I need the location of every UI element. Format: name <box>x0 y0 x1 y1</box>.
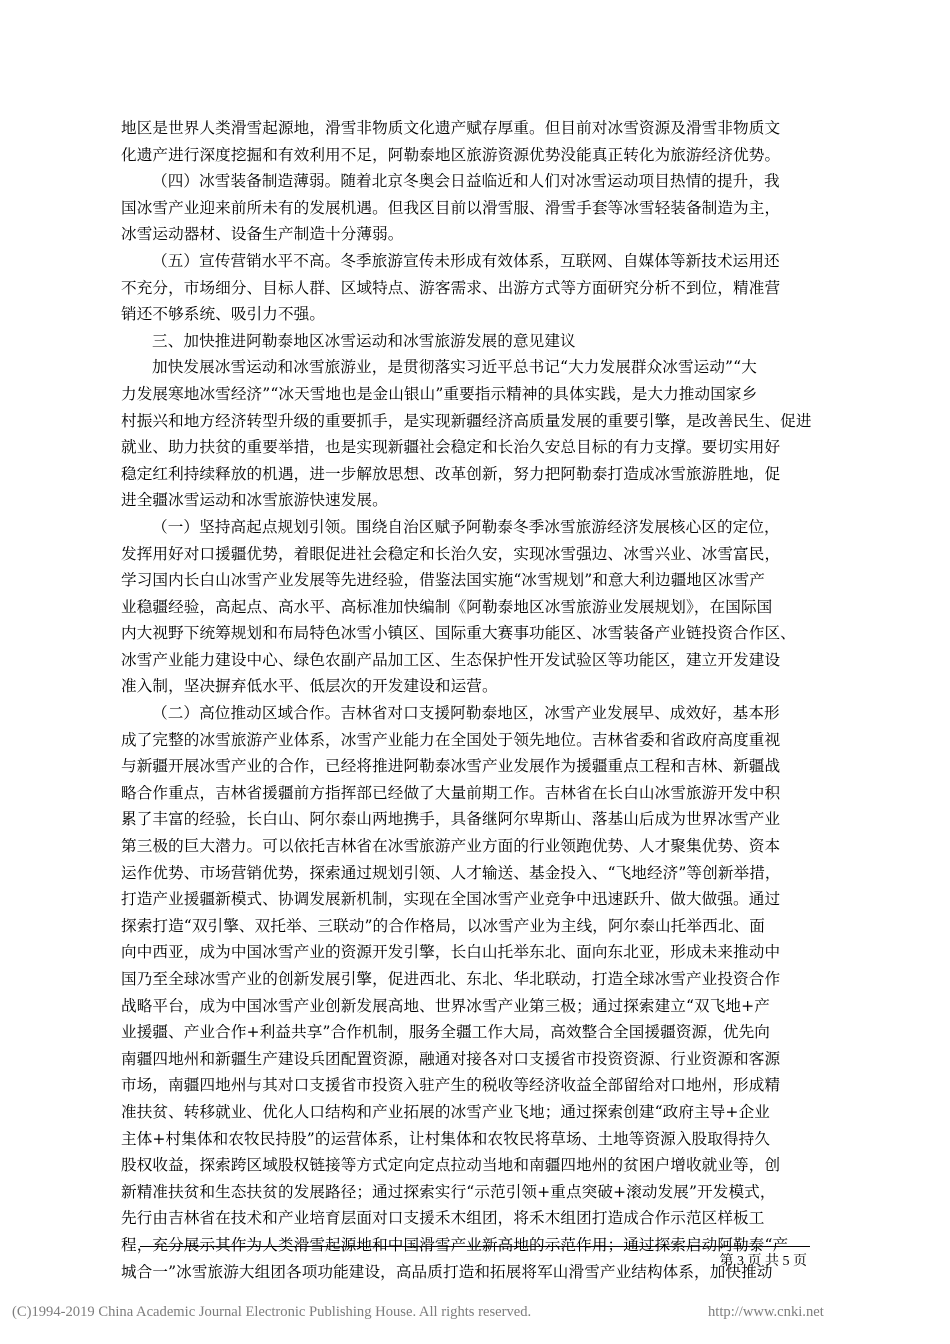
text-line: 与新疆开展冰雪产业的合作，已经将推进阿勒泰冰雪产业发展作为援疆重点工程和吉林、新疆战 <box>121 757 781 776</box>
text-line: 化遗产进行深度挖掘和有效利用不足，阿勒泰地区旅游资源优势没能真正转化为旅游经济优势。 <box>121 145 781 164</box>
website-link[interactable]: http://www.cnki.net <box>708 1304 824 1320</box>
text-line: 略合作重点，吉林省援疆前方指挥部已经做了大量前期工作。吉林省在长白山冰雪旅游开发中积 <box>121 783 781 802</box>
copyright-notice <box>12 1302 824 1322</box>
text-line: 冰雪运动器材、设备生产制造十分薄弱。 <box>121 225 404 244</box>
text-line: 战略平台，成为中国冰雪产业创新发展高地、世界冰雪产业第三极；通过探索建立“双飞地+产 <box>121 996 770 1015</box>
text-line: 三、加快推进阿勒泰地区冰雪运动和冰雪旅游发展的意见建议 <box>152 331 576 350</box>
text-line: 探索打造“双引擎、双托举、三联动”的合作格局，以冰雪产业为主线，阿尔泰山托举西北、面 <box>121 916 765 935</box>
text-line: （二）高位推动区域合作。吉林省对口支援阿勒泰地区，冰雪产业发展早、成效好，基本形 <box>152 704 780 723</box>
text-line: 程，充分展示其作为人类滑雪起源地和中国滑雪产业新高地的示范作用；通过探索启动阿勒泰“产 <box>121 1235 789 1254</box>
text-line: 运作优势、市场营销优势，探索通过规划引领、人才输送、基金投入、“飞地经济”等创新举措， <box>121 863 781 882</box>
text-line: 力发展寒地冰雪经济”“冰天雪地也是金山银山”重要指示精神的具体实践，是大力推动国家乡 <box>121 384 758 403</box>
text-line: 打造产业援疆新模式、协调发展新机制，实现在全国冰雪产业竞争中迅速跃升、做大做强。通过 <box>121 890 781 909</box>
text-line: 主体+村集体和农牧民持股”的运营体系，让村集体和农牧民将草场、土地等资源入股取得持久 <box>121 1129 770 1148</box>
text-line: 南疆四地州和新疆生产建设兵团配置资源，融通对接各对口支援省市投资资源、行业资源和客源 <box>121 1049 781 1068</box>
text-line: 不充分，市场细分、目标人群、区域特点、游客需求、出游方式等方面研究分析不到位，精准营 <box>121 278 781 297</box>
text-line: 稳定红利持续释放的机遇，进一步解放思想、改革创新，努力把阿勒泰打造成冰雪旅游胜地，促 <box>121 464 781 483</box>
text-line: （五）宣传营销水平不高。冬季旅游宣传未形成有效体系，互联网、自媒体等新技术运用还 <box>152 251 780 270</box>
text-line: 国乃至全球冰雪产业的创新发展引擎，促进西北、东北、华北联动，打造全球冰雪产业投资合作 <box>121 970 781 988</box>
text-line: 就业、助力扶贫的重要举措，也是实现新疆社会稳定和长治久安总目标的有力支撑。要切实用好 <box>121 438 781 457</box>
text-line: 业稳疆经验，高起点、高水平、高标准加快编制《阿勒泰地区冰雪旅游业发展规划》，在国际国 <box>121 597 773 616</box>
text-line: 市场，南疆四地州与其对口支援省市投资入驻产生的税收等经济收益全部留给对口地州，形成精 <box>121 1076 781 1095</box>
text-line: 发挥用好对口援疆优势，着眼促进社会稳定和长治久安，实现冰雪强边、冰雪兴业、冰雪富民， <box>121 544 781 563</box>
text-line: 新精准扶贫和生态扶贫的发展路径；通过探索实行“示范引领+重点突破+滚动发展”开发模式， <box>121 1182 776 1201</box>
copyright-text: (C)1994-2019 China Academic Journal Electronic Publishing House. All rights reserved. <box>12 1304 532 1320</box>
body-text <box>121 115 833 1285</box>
text-line: 内大视野下统筹规划和布局特色冰雪小镇区、国际重大赛事功能区、冰雪装备产业链投资合作区、 <box>121 624 796 643</box>
text-line: 地区是世界人类滑雪起源地，滑雪非物质文化遗产赋存厚重。但目前对冰雪资源及滑雪非物质文 <box>121 119 781 137</box>
footer-divider <box>140 1246 810 1247</box>
text-line: 业援疆、产业合作+利益共享”合作机制，服务全疆工作大局，高效整合全国援疆资源，优先向 <box>121 1023 770 1042</box>
text-line: 城合一”冰雪旅游大组团各项功能建设，高品质打造和拓展将军山滑雪产业结构体系，加快推动 <box>121 1262 773 1281</box>
text-line: 第三极的巨大潜力。可以依托吉林省在冰雪旅游产业方面的行业领跑优势、人才聚集优势、资本 <box>121 837 781 856</box>
text-line: （一）坚持高起点规划引领。围绕自治区赋予阿勒泰冬季冰雪旅游经济发展核心区的定位， <box>152 517 780 536</box>
text-line: 准扶贫、转移就业、优化人口结构和产业拓展的冰雪产业飞地；通过探索创建“政府主导+企业 <box>121 1102 770 1121</box>
text-line: 学习国内长白山冰雪产业发展等先进经验，借鉴法国实施“冰雪规划”和意大利边疆地区冰雪产 <box>121 571 765 590</box>
text-line: 股权收益，探索跨区域股权链接等方式定向定点拉动当地和南疆四地州的贫困户增收就业等，创 <box>121 1156 781 1175</box>
text-line: 国冰雪产业迎来前所未有的发展机遇。但我区目前以滑雪服、滑雪手套等冰雪轻装备制造为主， <box>121 198 781 217</box>
text-line: 成了完整的冰雪旅游产业体系，冰雪产业能力在全国处于领先地位。吉林省委和省政府高度重视 <box>121 730 781 749</box>
text-line: 加快发展冰雪运动和冰雪旅游业，是贯彻落实习近平总书记“大力发展群众冰雪运动”“大 <box>152 358 757 377</box>
page-number: 第 3 页 共 5 页 <box>719 1254 807 1269</box>
text-line: 向中西亚，成为中国冰雪产业的资源开发引擎，长白山托举东北、面向东北亚，形成未来推动中 <box>121 943 781 962</box>
text-line: 进全疆冰雪运动和冰雪旅游快速发展。 <box>121 491 388 510</box>
text-line: （四）冰雪装备制造薄弱。随着北京冬奥会日益临近和人们对冰雪运动项目热情的提升，我 <box>152 172 780 191</box>
text-line: 先行由吉林省在技术和产业培育层面对口支援禾木组团，将禾木组团打造成合作示范区样板工 <box>121 1209 765 1228</box>
text-line: 销还不够系统、吸引力不强。 <box>121 305 326 324</box>
text-line: 村振兴和地方经济转型升级的重要抓手，是实现新疆经济高质量发展的重要引擎，是改善民生、促进 <box>121 411 812 430</box>
text-line: 冰雪产业能力建设中心、绿色农副产品加工区、生态保护性开发试验区等功能区，建立开发建设 <box>121 650 781 669</box>
text-line: 准入制，坚决摒弃低水平、低层次的开发建设和运营。 <box>121 677 498 696</box>
text-line: 累了丰富的经验，长白山、阿尔泰山两地携手，具备继阿尔卑斯山、落基山后成为世界冰雪产业 <box>121 810 781 829</box>
